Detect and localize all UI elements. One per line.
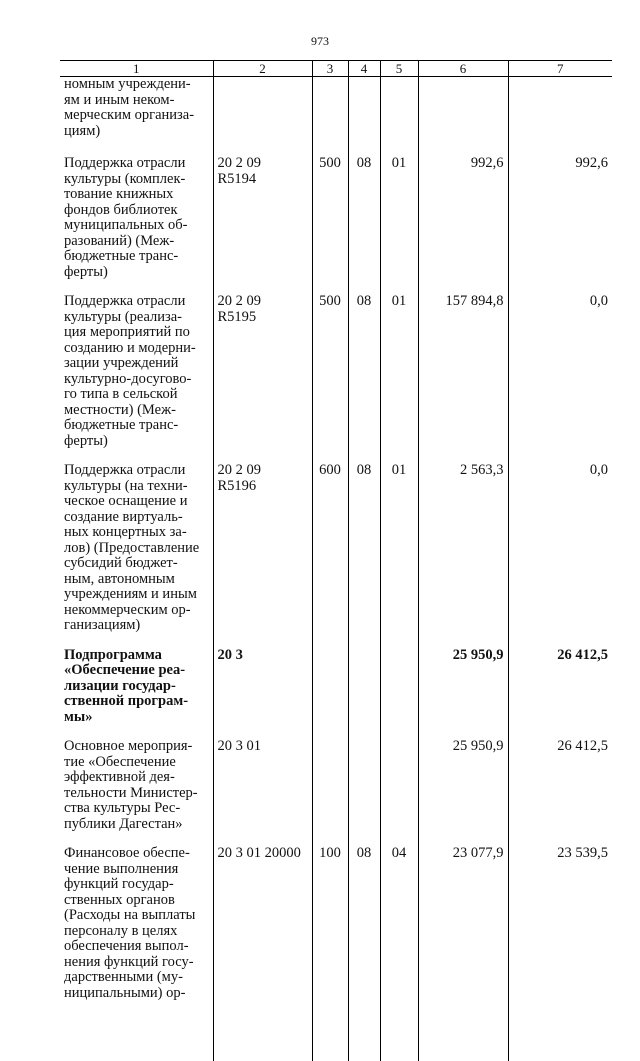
table-row	[60, 153, 612, 291]
row-value-6: 992,6	[418, 153, 508, 291]
row-col4	[348, 645, 380, 737]
row-code-cell	[213, 291, 312, 460]
table-row	[60, 460, 612, 645]
row-value-7: 26 412,5	[508, 736, 612, 843]
row-col3	[312, 736, 348, 843]
row-value-6: 157 894,8	[418, 291, 508, 460]
row-col5	[380, 736, 418, 843]
row-name: номным учреждени- ям и иным неком- мерческим организа- циям)	[64, 76, 195, 139]
row-code: 20 2 09 R5194	[217, 155, 261, 187]
column-header-7: 7	[508, 61, 612, 77]
row-code-cell	[213, 77, 312, 154]
column-header-5: 5	[380, 61, 418, 77]
row-value-7: 0,0	[508, 291, 612, 460]
row-name-cell	[60, 291, 213, 460]
row-value-7	[508, 77, 612, 154]
row-name-cell	[60, 460, 213, 645]
row-col3: 500	[312, 153, 348, 291]
row-col3: 100	[312, 843, 348, 1061]
row-name: Поддержка отрасли культуры (реализа- ция мероприятий по созданию и модерни- зации учреждений культурно-досугово- го типа в сельской местности) (Меж- бюджетные транс- ферты)	[64, 293, 196, 449]
row-value-6: 2 563,3	[418, 460, 508, 645]
row-code-cell	[213, 460, 312, 645]
row-col5: 01	[380, 291, 418, 460]
row-name: Финансовое обеспе- чение выполнения функций государ- ственных органов (Расходы на выплаты персоналу в целях обеспечения выпол- нения функций госу- дарственными (му- ниципальными) ор-	[64, 845, 196, 1001]
table-row	[60, 77, 612, 154]
column-header-1: 1	[60, 61, 213, 77]
row-code-cell	[213, 736, 312, 843]
row-code: 20 2 09 R5196	[217, 462, 261, 494]
row-col5: 04	[380, 843, 418, 1061]
row-col4: 08	[348, 460, 380, 645]
row-code-cell	[213, 153, 312, 291]
row-col3: 600	[312, 460, 348, 645]
table-row	[60, 843, 612, 1061]
budget-table	[60, 60, 612, 1061]
column-header-4: 4	[348, 61, 380, 77]
row-name-cell	[60, 153, 213, 291]
column-header-3: 3	[312, 61, 348, 77]
row-col4: 08	[348, 153, 380, 291]
page-number: 973	[311, 34, 329, 48]
row-value-7: 0,0	[508, 460, 612, 645]
row-col5	[380, 645, 418, 737]
row-code-cell	[213, 645, 312, 737]
row-value-6: 25 950,9	[418, 645, 508, 737]
row-name-cell	[60, 736, 213, 843]
row-value-7: 26 412,5	[508, 645, 612, 737]
row-value-7: 23 539,5	[508, 843, 612, 1061]
row-name: Поддержка отрасли культуры (комплек- тование книжных фондов библиотек муниципальных об- разований) (Меж- бюджетные транс- ферты)	[64, 155, 188, 280]
row-value-7: 992,6	[508, 153, 612, 291]
row-name: Основное мероприя- тие «Обеспечение эффективной дея- тельности Министер- ства культуры Рес- публики Дагестан»	[64, 738, 198, 832]
row-code-cell	[213, 843, 312, 1061]
row-col3	[312, 77, 348, 154]
row-name-cell	[60, 77, 213, 154]
row-col4: 08	[348, 291, 380, 460]
row-code: 20 3	[217, 646, 243, 663]
row-col3: 500	[312, 291, 348, 460]
row-col3	[312, 645, 348, 737]
row-name: Поддержка отрасли культуры (на техни- ческое оснащение и создание виртуаль- ных концертных за- лов) (Предоставление субсидий бюджет- ным, автономным учреждениям и иным некоммерческим ор- ганизациям)	[64, 462, 200, 633]
column-header-2: 2	[213, 61, 312, 77]
table-row-subprogram	[60, 645, 612, 737]
row-col5: 01	[380, 460, 418, 645]
row-value-6: 25 950,9	[418, 736, 508, 843]
row-code: 20 3 01 20000	[217, 845, 301, 861]
table-header-row	[60, 61, 612, 77]
row-value-6	[418, 77, 508, 154]
row-code: 20 2 09 R5195	[217, 293, 261, 325]
row-col5: 01	[380, 153, 418, 291]
table-row	[60, 736, 612, 843]
row-name: Подпрограмма «Обеспечение реа- лизации государ- ственной програм- мы»	[64, 646, 189, 725]
row-value-6: 23 077,9	[418, 843, 508, 1061]
row-name-cell	[60, 843, 213, 1061]
row-name-cell	[60, 645, 213, 737]
row-col5	[380, 77, 418, 154]
row-col4: 08	[348, 843, 380, 1061]
row-col4	[348, 77, 380, 154]
column-header-6: 6	[418, 61, 508, 77]
table-row	[60, 291, 612, 460]
row-col4	[348, 736, 380, 843]
row-code: 20 3 01	[217, 738, 261, 754]
